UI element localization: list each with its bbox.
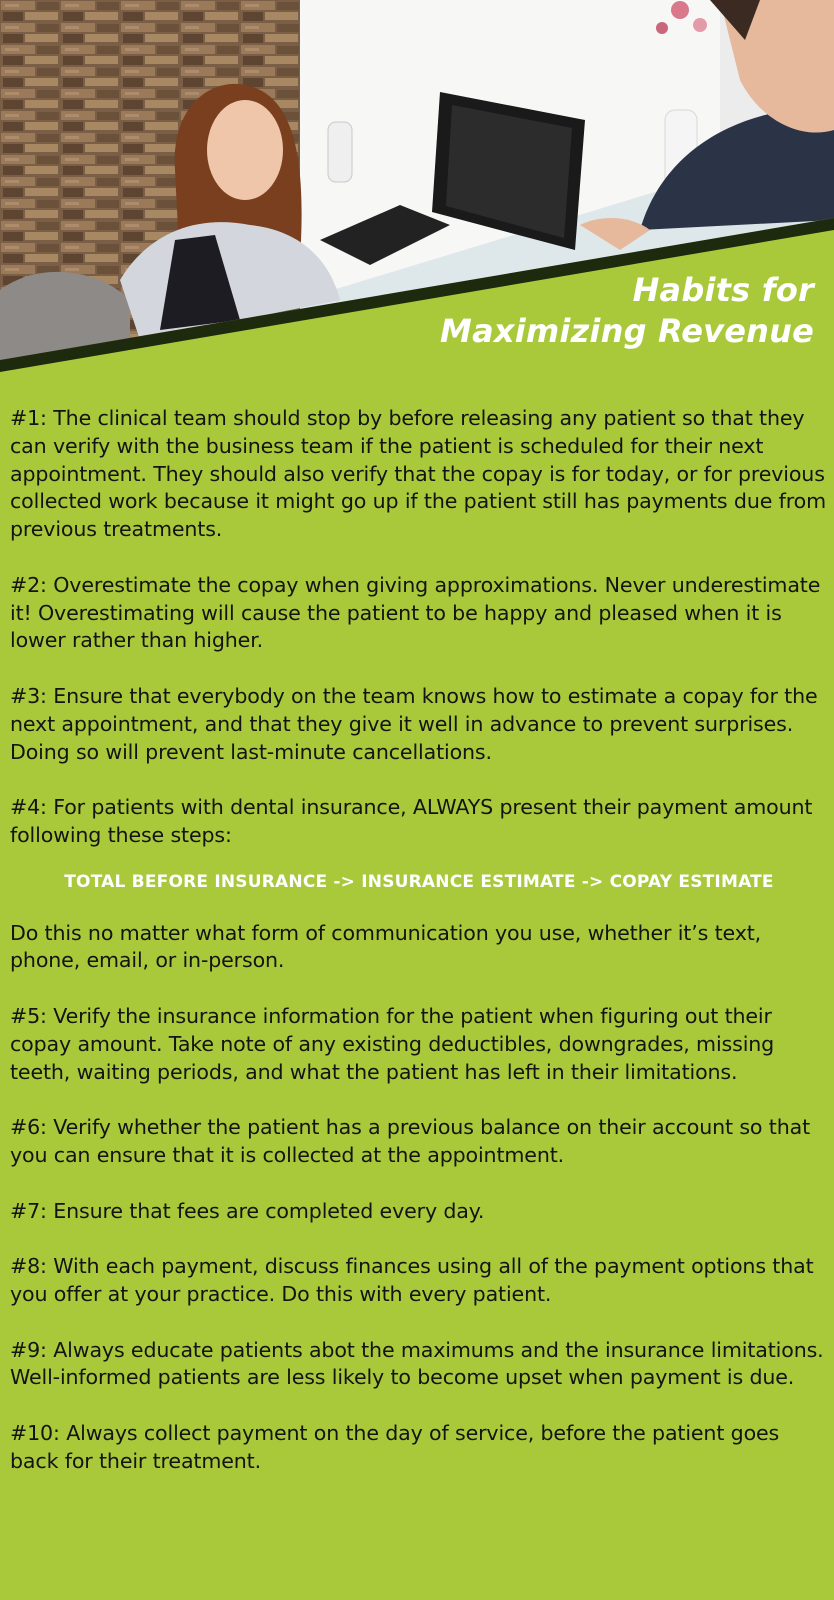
habit-3: #3: Ensure that everybody on the team knows how to estimate a copay for the next appointment, and that they give it well in advance to prevent surprises. Doing so will prevent last-minute cancellations. <box>10 683 818 764</box>
habit-4-followup: Do this no matter what form of communication you use, whether it’s text, phone, email, or in-person. <box>10 920 762 973</box>
page-title <box>440 270 814 352</box>
habits-list <box>10 405 828 1503</box>
title-line-1: Habits for <box>632 271 814 309</box>
habit-1: #1: The clinical team should stop by before releasing any patient so that they can verify with the business team if the patient is scheduled for their next appointment. They should also verify that the copay is for today, or for previous collected work because it might go up if the patient still has payments due from previous treatments. <box>10 406 826 542</box>
habit-6: #6: Verify whether the patient has a previous balance on their account so that you can ensure that it is collected at the appointment. <box>10 1115 811 1167</box>
habit-4: #4: For patients with dental insurance, ALWAYS present their payment amount following these steps: <box>10 795 813 847</box>
habit-5: #5: Verify the insurance information for the patient when figuring out their copay amount. Take note of any existing deductibles, downgrades, missing teeth, waiting periods, and what the patient has left in their limitations. <box>10 1003 775 1084</box>
habit-10: #10: Always collect payment on the day of service, before the patient goes back for their treatment. <box>10 1420 780 1473</box>
habit-9: #9: Always educate patients abot the maximums and the insurance limitations. Well-informed patients are less likely to become upset when payment is due. <box>10 1337 824 1390</box>
habit-7: #7: Ensure that fees are completed every day. <box>10 1198 485 1223</box>
title-line-2: Maximizing Revenue <box>440 312 814 350</box>
habit-2: #2: Overestimate the copay when giving approximations. Never underestimate it! Overestimating will cause the patient to be happy and pleased when it is lower rather than higher. <box>10 572 821 653</box>
habit-8: #8: With each payment, discuss finances using all of the payment options that you offer at your practice. Do this with every patient. <box>10 1254 814 1306</box>
payment-steps: TOTAL BEFORE INSURANCE -> INSURANCE ESTIMATE -> COPAY ESTIMATE <box>64 871 774 892</box>
